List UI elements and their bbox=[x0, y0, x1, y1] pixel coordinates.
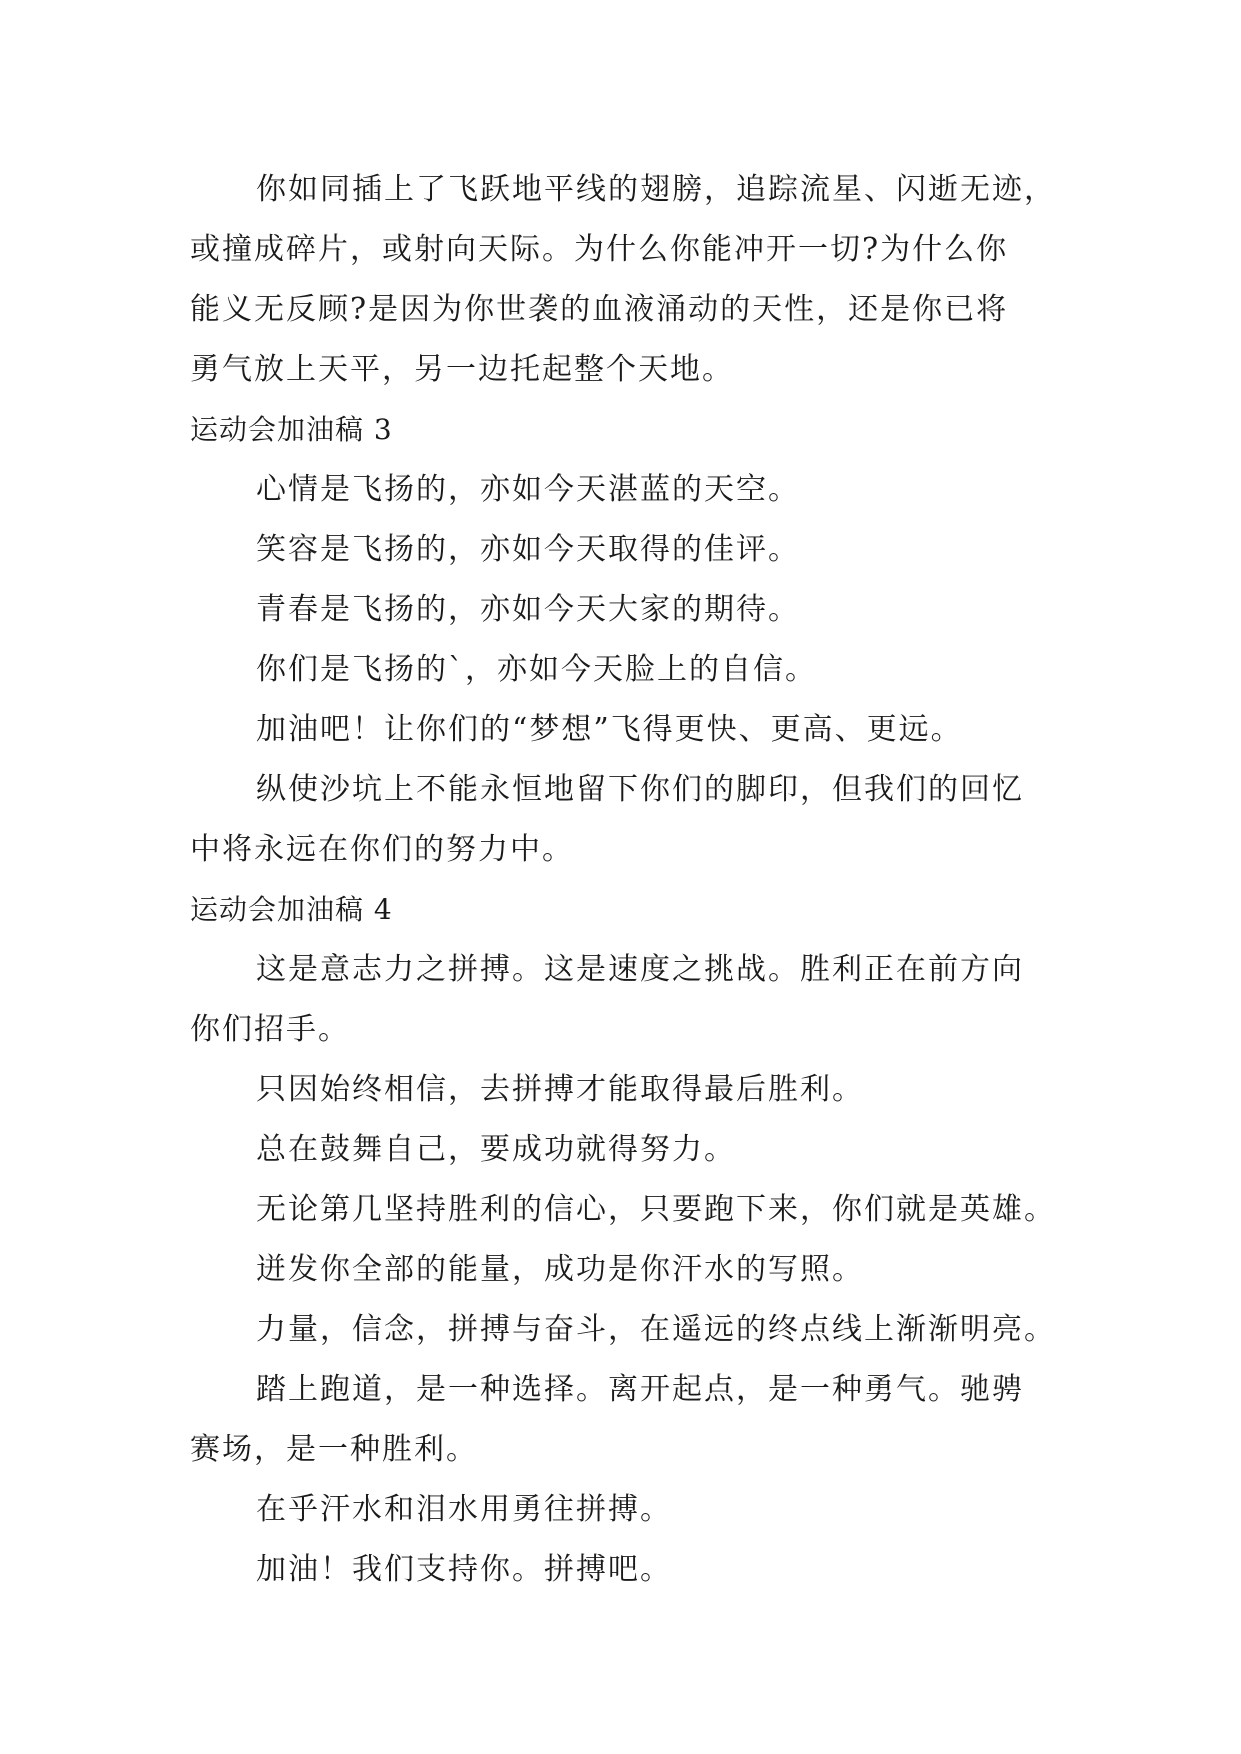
section-heading: 运动会加油稿 4 bbox=[190, 893, 393, 926]
paragraph-line: 勇气放上天平，另一边托起整个天地。 bbox=[190, 352, 734, 387]
paragraph-line: 力量，信念，拼搏与奋斗，在遥远的终点线上渐渐明亮。 bbox=[256, 1312, 1056, 1347]
paragraph-line: 赛场，是一种胜利。 bbox=[190, 1432, 478, 1467]
paragraph-line: 你如同插上了飞跃地平线的翅膀，追踪流星、闪逝无迹， bbox=[256, 172, 1056, 207]
paragraph-line: 踏上跑道，是一种选择。离开起点，是一种勇气。驰骋 bbox=[256, 1372, 1024, 1407]
document-body bbox=[190, 160, 1056, 1600]
paragraph-line: 心情是飞扬的，亦如今天湛蓝的天空。 bbox=[256, 472, 800, 507]
paragraph-line: 你们是飞扬的`，亦如今天脸上的自信。 bbox=[256, 652, 817, 687]
paragraph-line: 这是意志力之拼搏。这是速度之挑战。胜利正在前方向 bbox=[256, 952, 1024, 987]
paragraph-line: 纵使沙坑上不能永恒地留下你们的脚印，但我们的回忆 bbox=[256, 772, 1024, 807]
paragraph-line: 迸发你全部的能量，成功是你汗水的写照。 bbox=[256, 1252, 864, 1287]
paragraph-line: 加油！我们支持你。拼搏吧。 bbox=[256, 1552, 672, 1587]
paragraph-line: 无论第几坚持胜利的信心，只要跑下来，你们就是英雄。 bbox=[256, 1192, 1056, 1227]
section-heading: 运动会加油稿 3 bbox=[190, 413, 393, 446]
paragraph-line: 或撞成碎片，或射向天际。为什么你能冲开一切?为什么你 bbox=[190, 232, 1009, 267]
paragraph-line: 只因始终相信，去拼搏才能取得最后胜利。 bbox=[256, 1072, 864, 1107]
paragraph-line: 总在鼓舞自己，要成功就得努力。 bbox=[256, 1132, 736, 1167]
paragraph-line: 你们招手。 bbox=[190, 1012, 350, 1047]
paragraph-line: 能义无反顾?是因为你世袭的血液涌动的天性，还是你已将 bbox=[190, 292, 1009, 327]
paragraph-line: 加油吧！让你们的“梦想”飞得更快、更高、更远。 bbox=[256, 712, 963, 747]
paragraph-line: 青春是飞扬的，亦如今天大家的期待。 bbox=[256, 592, 800, 627]
paragraph-line: 笑容是飞扬的，亦如今天取得的佳评。 bbox=[256, 532, 800, 567]
paragraph-line: 中将永远在你们的努力中。 bbox=[190, 832, 574, 867]
paragraph-line: 在乎汗水和泪水用勇往拼搏。 bbox=[256, 1492, 672, 1527]
